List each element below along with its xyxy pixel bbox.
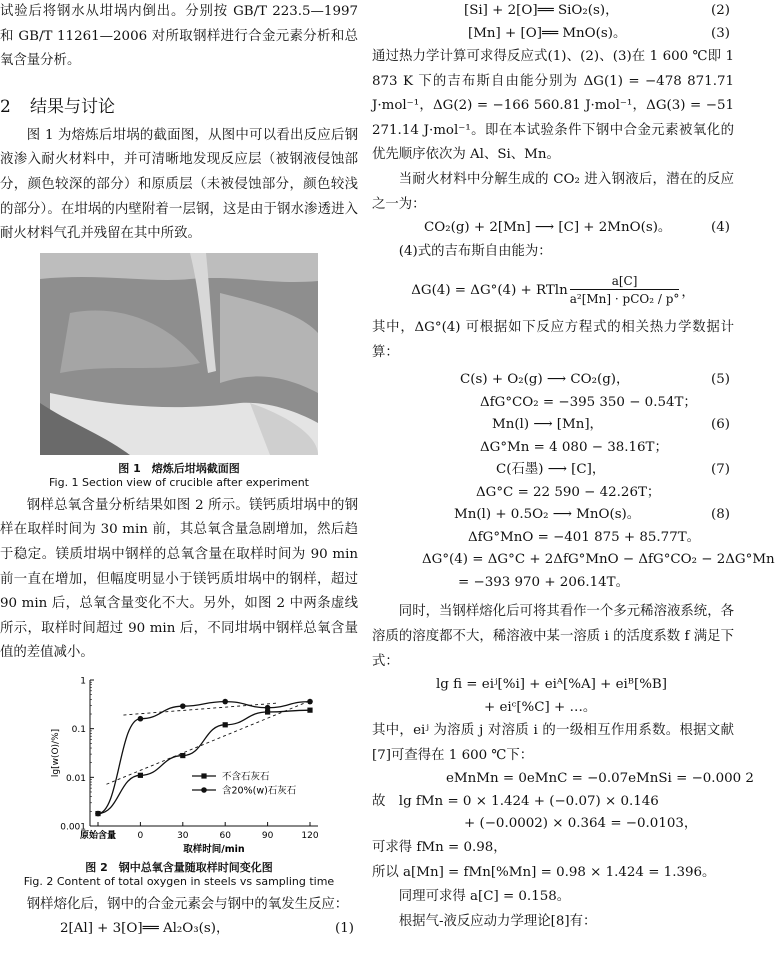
section-title: 结果与讨论 bbox=[30, 96, 115, 117]
equation-7-body: C(石墨) ⟶ [C]， bbox=[496, 462, 606, 478]
data-point-square bbox=[180, 753, 185, 758]
fraction-numerator: a[C] bbox=[570, 273, 680, 290]
series-line-1 bbox=[98, 710, 310, 813]
equation-6b bbox=[372, 437, 734, 460]
paragraph-fig2-intro: 钢样总氧含量分析结果如图 2 所示。镁钙质坩埚中的钢样在取样时间为 30 min 前，其总氧含量急剧增加，然后趋于稳定。镁质坩埚中钢样的总氧含量在取样时间为 90 min 前一直在增加，但幅度明显小于镁钙质坩埚中的钢样，超过 90 min 后，总氧含量变化不大。另外，如图 2 中两条虚线所示，取样时间超过 90 min 后，不同坩埚中钢样总氧含量值的差值减小。 bbox=[0, 497, 358, 661]
equation-10b-body: + eiᶜ[%C] + …。 bbox=[484, 699, 597, 715]
equation-12b bbox=[372, 813, 734, 836]
paragraph-eq4-gibbs-intro: (4)式的吉布斯自由能为： bbox=[398, 243, 552, 259]
equation-9b-body: = −393 970 + 206.14T。 bbox=[458, 574, 629, 590]
paragraph-gibbs-results: 通过热力学计算可求得反应式(1)、(2)、(3)在 1 600 ℃即 1 873 K 下的吉布斯自由能分别为 ΔG(1) = −478 871.71 J·mol⁻¹，ΔG(2) = −166 560.81 J·mol⁻¹，ΔG(3) = −51 271.14 J·mol⁻¹。即在本试验条件下钢中合金元素被氧化的优先顺序依次为 Al、Si、Mn。 bbox=[372, 49, 734, 163]
equation-2 bbox=[372, 0, 734, 23]
x-tick-label: 30 bbox=[177, 830, 189, 841]
paragraph-fig1-intro: 图 1 为熔炼后坩埚的截面图，从图中可以看出反应后钢液渗入耐火材料中，并可清晰地发现反应层（被钢液侵蚀部分，颜色较深的部分）和原质层（未被侵蚀部分，颜色较浅的部分）。在坩埚的内壁附着一层钢，这是由于钢水渗透进入耐火材料气孔并残留在其中所致。 bbox=[0, 127, 358, 242]
equation-8 bbox=[372, 504, 734, 527]
right-column bbox=[372, 0, 775, 934]
equation-gibbs-4-left: ΔG(4) = ΔG°(4) + RTln bbox=[411, 282, 568, 298]
equation-11 bbox=[372, 768, 754, 791]
equation-gibbs-4: ΔG(4) = ΔG°(4) + RTln $\frac{a[C]}{\text{a²[Mn] · pCO₂ / p°}}$ ， bbox=[411, 273, 695, 306]
equation-2-number: (2) bbox=[711, 3, 730, 18]
y-axis-label: lg[w(O)/%] bbox=[51, 728, 61, 778]
equation-5b bbox=[372, 392, 734, 415]
legend-label-1: 不含石灰石 bbox=[222, 771, 270, 783]
paragraph-dilute-solution: 同时，当钢样熔化后可将其看作一个多元稀溶液系统，各溶质的溶度都不大，稀溶液中某一溶质 i 的活度系数 f 满足下式： bbox=[372, 604, 734, 669]
data-point-square bbox=[138, 773, 143, 778]
x-tick-label: 90 bbox=[261, 830, 274, 841]
chart-svg bbox=[0, 672, 358, 858]
fraction-denominator: a²[Mn] · pCO₂ / p° bbox=[569, 291, 680, 306]
x-axis-label: 取样时间/min bbox=[183, 843, 245, 855]
equation-12-body: 故 lg fMn = 0 × 1.424 + (−0.07) × 0.146 bbox=[372, 793, 659, 809]
equation-3 bbox=[372, 23, 734, 46]
equation-3-body: [Mn] + [O]══ MnO(s)。 bbox=[468, 25, 627, 41]
equation-5-body: C(s) + O₂(g) ⟶ CO₂(g)， bbox=[460, 372, 630, 388]
paragraph-alloy-reaction: 钢样熔化后，钢中的合金元素会与钢中的氧发生反应： bbox=[26, 896, 349, 912]
data-point-circle bbox=[138, 716, 144, 722]
equation-9 bbox=[372, 549, 775, 572]
data-point-circle bbox=[265, 705, 271, 711]
equation-3-number: (3) bbox=[711, 25, 730, 41]
equation-8-number: (8) bbox=[711, 507, 730, 523]
paragraph-interaction-coeff: 其中，eiʲ 为溶质 j 对溶质 i 的一级相互作用系数。根据文献[7]可查得在 1 600 ℃下： bbox=[372, 723, 734, 763]
equation-1 bbox=[0, 918, 358, 941]
x-tick-label: 原始含量 bbox=[79, 830, 117, 841]
section-number: 2 bbox=[0, 96, 11, 117]
equation-4-number: (4) bbox=[711, 220, 730, 236]
paragraph-thermo-data: 其中，ΔG°(4) 可根据如下反应方程式的相关热力学数据计算： bbox=[372, 320, 734, 360]
equation-5-number: (5) bbox=[711, 372, 730, 388]
legend-marker-square bbox=[201, 773, 206, 778]
equation-6-number: (6) bbox=[711, 417, 730, 433]
x-tick-label: 0 bbox=[137, 830, 144, 841]
paragraph-f-mn: 可求得 fMn = 0.98， bbox=[372, 839, 507, 855]
fig1-caption-en: Fig. 1 Section view of crucible after experiment bbox=[49, 475, 309, 489]
equation-5b-body: ΔfG°CO₂ = −395 350 − 0.54T； bbox=[480, 394, 697, 410]
fig2-caption-en: Fig. 2 Content of total oxygen in steels vs sampling time bbox=[23, 874, 335, 888]
equation-5 bbox=[372, 369, 734, 392]
equation-7b bbox=[372, 482, 734, 505]
equation-12 bbox=[372, 791, 734, 814]
data-point-square bbox=[223, 722, 228, 727]
equation-8b-body: ΔfG°MnO = −401 875 + 85.77T。 bbox=[468, 529, 701, 545]
y-tick-label: 0.01 bbox=[65, 773, 86, 784]
x-tick-label: 120 bbox=[301, 830, 319, 841]
equation-10b bbox=[372, 697, 734, 720]
trend-dashed-line bbox=[106, 701, 310, 784]
equation-6b-body: ΔG°Mn = 4 080 − 38.16T； bbox=[480, 439, 668, 455]
equation-2-body: [Si] + 2[O]══ SiO₂(s)， bbox=[464, 3, 619, 18]
y-tick-label: 0.1 bbox=[71, 725, 86, 736]
equation-1-number: (1) bbox=[335, 920, 354, 936]
equation-8b bbox=[372, 527, 734, 550]
y-tick-label: 1 bbox=[80, 676, 86, 687]
data-point-circle bbox=[222, 699, 228, 705]
equation-9-body: ΔG°(4) = ΔG°C + 2ΔfG°MnO − ΔfG°CO₂ − 2ΔG°Mn bbox=[422, 552, 775, 568]
equation-4 bbox=[372, 217, 734, 240]
series-line-2 bbox=[98, 701, 310, 813]
fig1-caption-cn: 图 1 熔炼后坩埚截面图 bbox=[118, 461, 240, 475]
left-column bbox=[0, 0, 358, 940]
equation-12b-body: + (−0.0002) × 0.364 = −0.0103， bbox=[464, 816, 698, 832]
x-tick-label: 60 bbox=[219, 830, 231, 841]
section-heading bbox=[0, 90, 358, 124]
equation-6 bbox=[372, 414, 734, 437]
equation-9b bbox=[372, 572, 734, 595]
data-point-circle bbox=[95, 811, 101, 817]
y-tick-label: 0.001 bbox=[60, 822, 86, 833]
equation-4-body: CO₂(g) + 2[Mn] ⟶ [C] + 2MnO(s)。 bbox=[424, 220, 672, 236]
equation-7-number: (7) bbox=[711, 462, 730, 478]
crucible-section-image bbox=[40, 253, 318, 455]
paragraph-a-mn: 所以 a[Mn] = fMn[%Mn] = 0.98 × 1.424 = 1.396。 bbox=[372, 864, 716, 880]
oxygen-content-chart bbox=[0, 672, 358, 858]
equation-7b-body: ΔG°C = 22 590 − 42.26T； bbox=[476, 484, 661, 500]
data-point-circle bbox=[307, 699, 313, 705]
paragraph-experiment-end: 试验后将钢水从坩埚内倒出。分别按 GB/T 223.5—1997 和 GB/T 11261—2006 对所取钢样进行合金元素分析和总氧含量分析。 bbox=[0, 4, 358, 69]
crucible-section-photo bbox=[40, 253, 318, 455]
data-point-circle bbox=[180, 703, 186, 709]
paragraph-a-c: 同理可求得 a[C] = 0.158。 bbox=[398, 889, 571, 905]
legend-marker-circle bbox=[201, 787, 207, 793]
legend-label-2: 含20%(w)石灰石 bbox=[222, 785, 297, 797]
equation-1-body: 2[Al] + 3[O]══ Al₂O₃(s)， bbox=[60, 920, 230, 936]
equation-10-body: lg fi = eiʲ[%i] + eiᴬ[%A] + eiᴮ[%B] bbox=[436, 677, 667, 693]
fig2-caption-cn: 图 2 钢中总氧含量随取样时间变化图 bbox=[85, 860, 273, 874]
equation-10 bbox=[372, 674, 734, 697]
data-point-square bbox=[307, 707, 312, 712]
paragraph-kinetics: 根据气-液反应动力学理论[8]有： bbox=[398, 913, 597, 929]
equation-gibbs-4-fraction bbox=[570, 273, 680, 308]
paragraph-co2-reaction: 当耐火材料中分解生成的 CO₂ 进入钢液后，潜在的反应之一为： bbox=[372, 171, 734, 212]
equation-8-body: Mn(l) + 0.5O₂ ⟶ MnO(s)。 bbox=[454, 507, 641, 523]
equation-11-body: eMnMn = 0eMnC = −0.07eMnSi = −0.000 2 bbox=[446, 771, 754, 787]
equation-7 bbox=[372, 459, 734, 482]
equation-6-body: Mn(l) ⟶ [Mn]， bbox=[492, 417, 603, 433]
